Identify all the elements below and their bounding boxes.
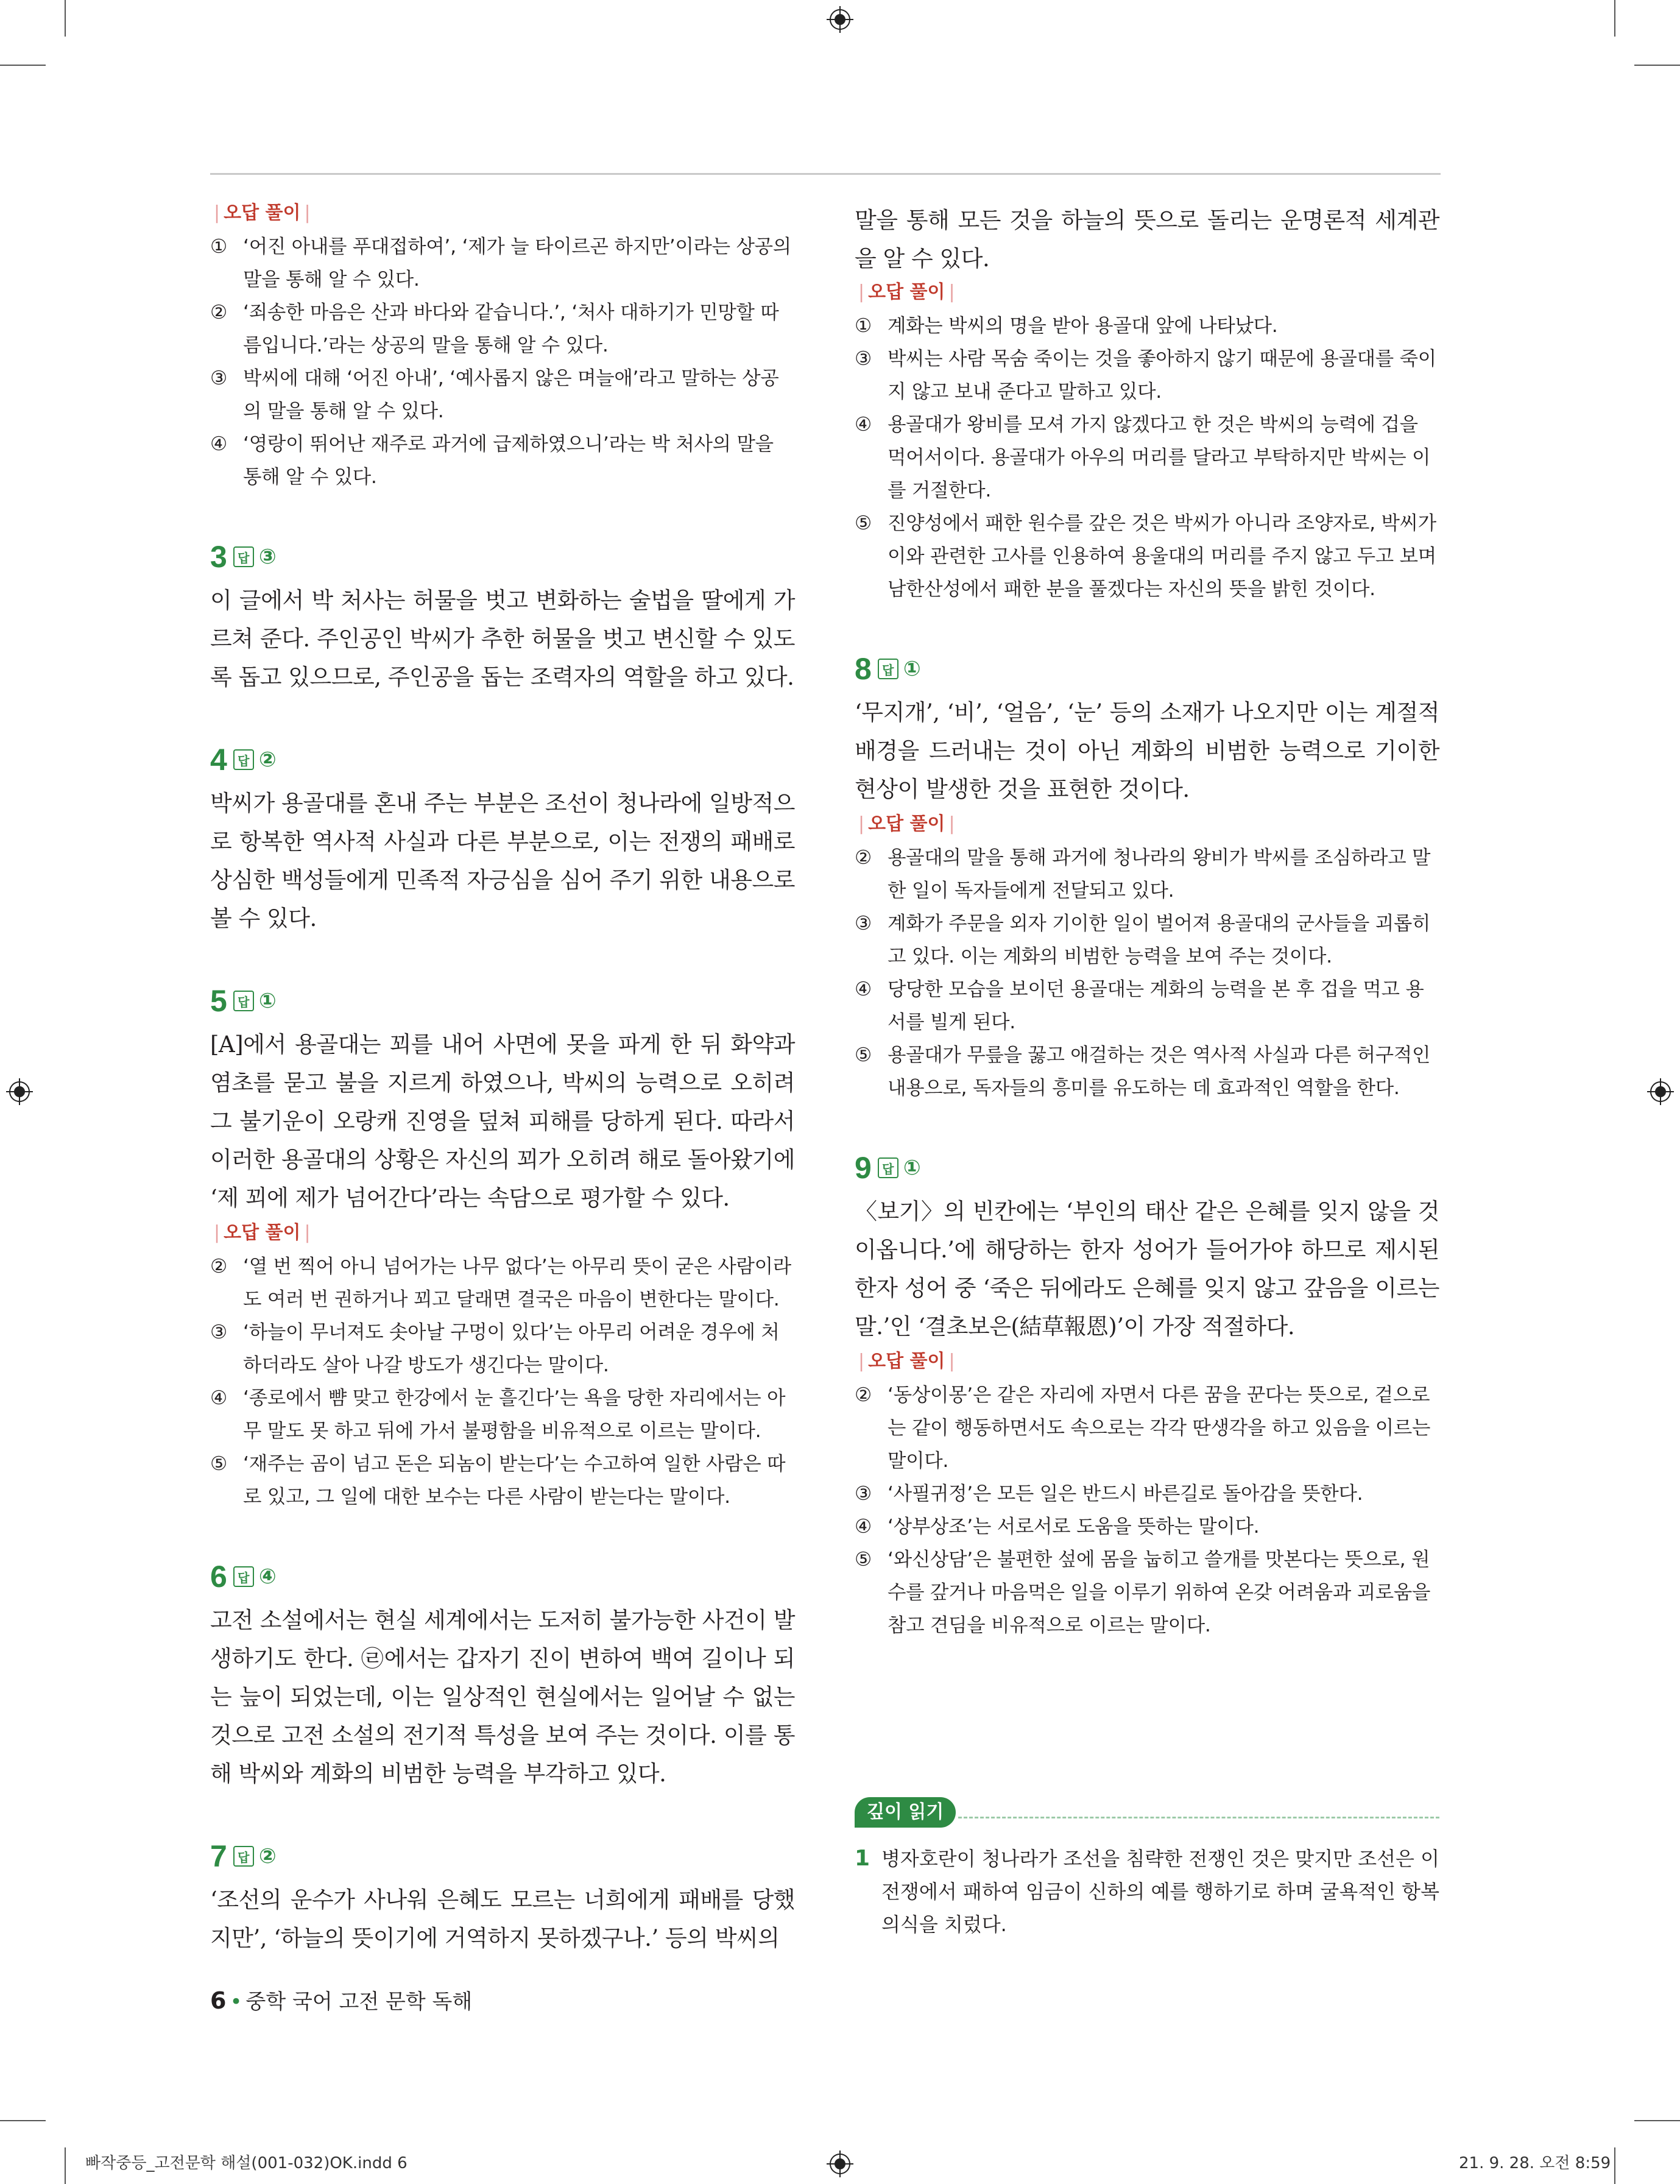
- question-header: [210, 537, 795, 576]
- option-list: [855, 841, 1439, 1104]
- deep-reading-box: [855, 1797, 1439, 1941]
- explanation-text: 〈보기〉의 빈칸에는 ‘부인의 태산 같은 은혜를 잊지 않을 것이옵니다.’에 해당하는 한자 성어가 들어가야 하므로 제시된 한자 성어 중 ‘죽은 뒤에라도 은혜를 잊지 않고 갚음을 이르는 말.’인 ‘결초보은(結草報恩)’이 가장 적절하다.: [855, 1198, 1439, 1340]
- answer-label: 답: [878, 1157, 898, 1178]
- answer-value: ②: [258, 1844, 277, 1868]
- explanation-text: [A]에서 용골대는 꾀를 내어 사면에 못을 파게 한 뒤 화약과 염초를 묻고 불을 지르게 하였으나, 박씨의 능력으로 오히려 그 불기운이 오랑캐 진영을 덮쳐 피해를 당하게 된다. 따라서 이러한 용골대의 상황은 자신의 꾀가 오히려 해로 돌아왔기에 ‘제 꾀에 제가 넘어간다’라는 속담으로 평가할 수 있다.: [210, 1031, 795, 1211]
- answer-label: 답: [233, 749, 254, 770]
- registration-mark-icon: [6, 1078, 33, 1105]
- item-number: 1: [855, 1846, 870, 1871]
- answer-label: 답: [233, 991, 254, 1011]
- option-item: ④ ‘영랑이 뛰어난 재주로 과거에 급제하였으니’라는 박 처사의 말을 통해 알 수 있다.: [210, 433, 774, 488]
- bullet-icon: •: [230, 1990, 242, 2014]
- explanation-text: 말을 통해 모든 것을 하늘의 뜻으로 돌리는 운명론적 세계관을 알 수 있다.: [855, 207, 1439, 272]
- wrong-answer-tag: | 오답 풀이 |: [214, 202, 311, 224]
- registration-mark-icon: [827, 6, 853, 33]
- option-item: ⑤ ‘와신상담’은 불편한 섶에 몸을 눕히고 쓸개를 맛본다는 뜻으로, 원수를 갚거나 마음먹은 일을 이루기 위하여 온갖 어려움과 괴로움을 참고 견딤을 비유적으로 이르는 말이다.: [855, 1549, 1431, 1636]
- crop-mark: [1634, 65, 1680, 66]
- crop-mark: [65, 0, 66, 37]
- option-item: ① 계화는 박씨의 명을 받아 용골대 앞에 나타났다.: [855, 315, 1278, 337]
- option-item: ③ ‘하늘이 무너져도 솟아날 구멍이 있다’는 아무리 어려운 경우에 처하더라도 살아 나갈 방도가 생긴다는 말이다.: [210, 1321, 780, 1376]
- explanation-text: 박씨가 용골대를 혼내 주는 부분은 조선이 청나라에 일방적으로 항복한 역사적 사실과 다른 부분으로, 이는 전쟁의 패배로 상심한 백성들에게 민족적 자긍심을 심어 주기 위한 내용으로 볼 수 있다.: [210, 790, 795, 931]
- option-item: ④ 당당한 모습을 보이던 용골대는 계화의 능력을 본 후 겁을 먹고 용서를 빌게 된다.: [855, 978, 1424, 1033]
- question-header: [855, 649, 1439, 688]
- option-list: [855, 309, 1439, 606]
- question-header: [855, 1148, 1439, 1187]
- question-number: 3: [210, 540, 227, 574]
- option-item: ③ 계화가 주문을 외자 기이한 일이 벌어져 용골대의 군사들을 괴롭히고 있다. 이는 계화의 비범한 능력을 보여 주는 것이다.: [855, 913, 1431, 967]
- answer-value: ①: [903, 657, 921, 681]
- crop-mark: [0, 2120, 46, 2121]
- wrong-answer-tag: | 오답 풀이 |: [214, 1222, 311, 1243]
- explanation-text: 고전 소설에서는 현실 세계에서는 도저히 불가능한 사건이 발생하기도 한다. ㉣에서는 갑자기 진이 변하여 백여 길이나 되는 늪이 되었는데, 이는 일상적인 현실에서는 일어날 수 없는 것으로 고전 소설의 전기적 특성을 보여 주는 것이다. 이를 통해 박씨와 계화의 비범한 능력을 부각하고 있다.: [210, 1607, 795, 1787]
- book-title: 중학 국어 고전 문학 독해: [245, 1990, 473, 2014]
- crop-mark: [0, 65, 46, 66]
- deep-reading-badge: 깊이 읽기: [855, 1797, 956, 1828]
- option-item: ② ‘죄송한 마음은 산과 바다와 같습니다.’, ‘처사 대하기가 민망할 따름입니다.’라는 상공의 말을 통해 알 수 있다.: [210, 302, 779, 356]
- option-item: ② 용골대의 말을 통해 과거에 청나라의 왕비가 박씨를 조심하라고 말한 일이 독자들에게 전달되고 있다.: [855, 847, 1431, 902]
- option-item: ③ 박씨는 사람 목숨 죽이는 것을 좋아하지 않기 때문에 용골대를 죽이지 않고 보내 준다고 말하고 있다.: [855, 348, 1436, 403]
- option-item: ③ 박씨에 대해 ‘어진 아내’, ‘예사롭지 않은 며늘애’라고 말하는 상공의 말을 통해 알 수 있다.: [210, 367, 779, 422]
- page-number: 6: [210, 1987, 227, 2014]
- registration-mark-icon: [827, 2150, 853, 2177]
- explanation-text: ‘무지개’, ‘비’, ‘얼음’, ‘눈’ 등의 소재가 나오지만 이는 계절적 배경을 드러내는 것이 아닌 계화의 비범한 능력으로 기이한 현상이 발생한 것을 표현한 것이다.: [855, 699, 1439, 802]
- deep-reading-item: 1 병자호란이 청나라가 조선을 침략한 전쟁인 것은 맞지만 조선은 이 전쟁에서 패하여 임금이 신하의 예를 행하기로 하며 굴욕적인 항복 의식을 치렀다.: [855, 1842, 1439, 1941]
- question-header: [210, 740, 795, 779]
- slug-timestamp: 21. 9. 28. 오전 8:59: [1459, 2154, 1611, 2172]
- option-item: ② ‘열 번 찍어 아니 넘어가는 나무 없다’는 아무리 뜻이 굳은 사람이라도 여러 번 권하거나 꾀고 달래면 결국은 마음이 변한다는 말이다.: [210, 1256, 791, 1310]
- question-number: 8: [855, 652, 872, 686]
- option-item: ⑤ 진양성에서 패한 원수를 갚은 것은 박씨가 아니라 조양자로, 박씨가 이와 관련한 고사를 인용하여 용울대의 머리를 주지 않고 두고 보며 남한산성에서 패한 분을 풀겠다는 자신의 뜻을 밝힌 것이다.: [855, 512, 1436, 600]
- question-header: [210, 1557, 795, 1596]
- page-footer: [210, 1985, 472, 2015]
- answer-value: ③: [258, 545, 277, 569]
- question-number: 6: [210, 1560, 227, 1594]
- question-header: [210, 1837, 795, 1876]
- question-number: 9: [855, 1151, 872, 1185]
- wrong-answer-tag: | 오답 풀이 |: [858, 1351, 955, 1372]
- question-header: [210, 981, 795, 1020]
- wrong-answer-tag: | 오답 풀이 |: [858, 813, 955, 835]
- option-item: ④ ‘상부상조’는 서로서로 도움을 뜻하는 말이다.: [855, 1516, 1260, 1538]
- question-number: 5: [210, 984, 227, 1018]
- dashed-divider: [958, 1817, 1439, 1818]
- explanation-text: 이 글에서 박 처사는 허물을 벗고 변화하는 술법을 딸에게 가르쳐 준다. 주인공인 박씨가 추한 허물을 벗고 변신할 수 있도록 돕고 있으므로, 주인공을 돕는 조력자의 역할을 하고 있다.: [210, 587, 795, 690]
- option-list: [855, 1379, 1439, 1642]
- left-column: [210, 201, 795, 1957]
- crop-mark: [1634, 2120, 1680, 2121]
- option-item: ② ‘동상이몽’은 같은 자리에 자면서 다른 꿈을 꾼다는 뜻으로, 겉으로는 같이 행동하면서도 속으로는 각각 딴생각을 하고 있음을 이르는 말이다.: [855, 1384, 1431, 1472]
- option-item: ④ ‘종로에서 뺨 맞고 한강에서 눈 흘긴다’는 욕을 당한 자리에서는 아무 말도 못 하고 뒤에 가서 불평함을 비유적으로 이르는 말이다.: [210, 1387, 786, 1442]
- option-item: ① ‘어진 아내를 푸대접하여’, ‘제가 늘 타이르곤 하지만’이라는 상공의 말을 통해 알 수 있다.: [210, 236, 791, 291]
- answer-value: ①: [258, 989, 277, 1013]
- option-list: [210, 230, 795, 493]
- option-item: ⑤ ‘재주는 곰이 넘고 돈은 되놈이 받는다’는 수고하여 일한 사람은 따로 있고, 그 일에 대한 보수는 다른 사람이 받는다는 말이다.: [210, 1453, 786, 1508]
- answer-label: 답: [878, 659, 898, 679]
- crop-mark: [65, 2147, 66, 2184]
- crop-mark: [1614, 0, 1615, 37]
- answer-label: 답: [233, 1566, 254, 1587]
- slug-filename: 빠작중등_고전문학 해설(001-032)OK.indd 6: [85, 2154, 408, 2172]
- answer-value: ①: [903, 1156, 921, 1180]
- answer-label: 답: [233, 546, 254, 567]
- answer-value: ④: [258, 1564, 277, 1589]
- question-number: 4: [210, 743, 227, 777]
- option-item: ③ ‘사필귀정’은 모든 일은 반드시 바른길로 돌아감을 뜻한다.: [855, 1483, 1363, 1505]
- crop-mark: [1614, 2147, 1615, 2184]
- right-column: [855, 201, 1439, 1642]
- answer-label: 답: [233, 1846, 254, 1867]
- registration-mark-icon: [1647, 1078, 1674, 1105]
- option-item: ④ 용골대가 왕비를 모셔 가지 않겠다고 한 것은 박씨의 능력에 겁을 먹어서이다. 용골대가 아우의 머리를 달라고 부탁하지만 박씨는 이를 거절한다.: [855, 414, 1431, 501]
- option-list: [210, 1250, 795, 1513]
- wrong-answer-tag: | 오답 풀이 |: [858, 281, 955, 303]
- answer-value: ②: [258, 747, 277, 772]
- top-rule: [210, 173, 1441, 175]
- option-item: ⑤ 용골대가 무릎을 꿇고 애걸하는 것은 역사적 사실과 다른 허구적인 내용으로, 독자들의 흥미를 유도하는 데 효과적인 역할을 한다.: [855, 1044, 1431, 1099]
- question-number: 7: [210, 1839, 227, 1873]
- explanation-text: ‘조선의 운수가 사나워 은혜도 모르는 너희에게 패배를 당했지만’, ‘하늘의 뜻이기에 거역하지 못하겠구나.’ 등의 박씨의: [210, 1887, 795, 1951]
